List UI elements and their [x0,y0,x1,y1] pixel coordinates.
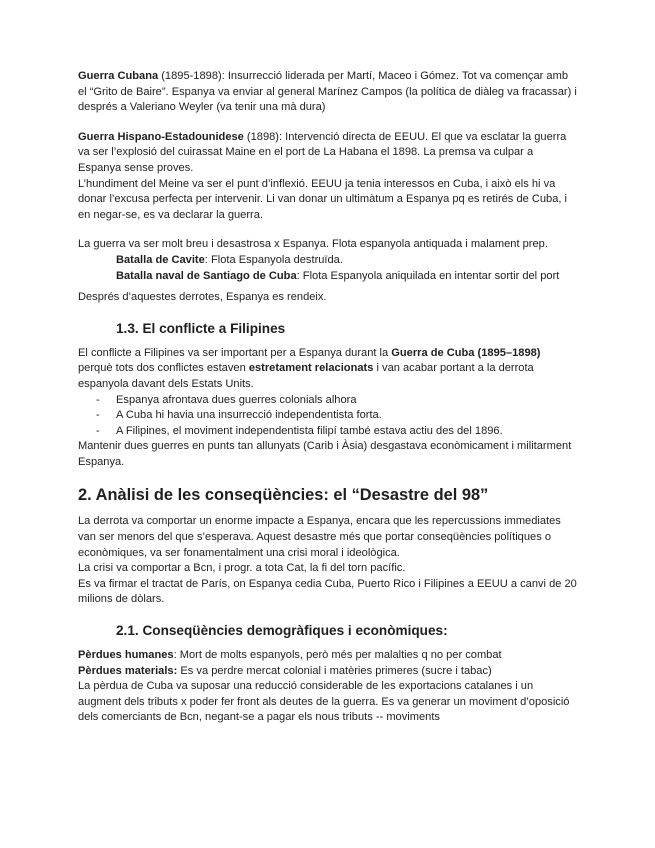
paragraph-cuba-loss: La pèrdua de Cuba va suposar una reducció considerable de les exportacions catalanes i un augment dels tributs x poder fer front als deutes de la guerra. Es va generar un moviment d’oposició dels comerciants de Bcn, negant-se a pagar els nous tributs -- moviments [78,680,570,724]
text-battle-cavite: : Flota Espanyola destruïda. [204,253,343,266]
paragraph-surrender: Després d’aquestes derrotes, Espanya es rendeix. [78,291,327,304]
paragraph-paris-treaty: Es va firmar el tractat de París, on Espanya cedia Cuba, Puerto Rico i Filipines a EEUU a canvi de 20 milions de dòlars. [78,577,577,606]
term-battle-cavite: Batalla de Cavite [116,253,205,266]
term-cuban-war: Guerra Cubana [78,70,159,82]
heading-consequences: 2. Anàlisi de les conseqüències: el “Desastre del 98” [78,486,489,505]
list-item: - Espanya afrontava dues guerres colonials alhora [78,393,578,409]
item-battle-cavite [78,253,578,269]
text-philippines-1: El conflicte a Filipines va ser important per a Espanya durant la [78,346,392,359]
heading-philippines: 1.3. El conflicte a Filipines [116,320,286,336]
philippines-list [78,393,578,440]
text-material-losses: Es va perdre mercat colonial i matèries primeres (sucre i tabac) [177,664,492,677]
item-battle-santiago [78,269,578,285]
paragraph-defeat-impact: La derrota va comportar un enorme impacte a Espanya, encara que les repercussions immediates van ser menors del que s’esperava. Aquest desastre més que portar conseqüències polítiques o econòmiques, va ser fonamentalment una crisi moral i ideològica. [78,515,561,559]
paragraph-human-losses [78,648,578,664]
text-philippines-3: i van acabar portant a la derrota espanyola davant dels Estats Units. [78,362,534,390]
paragraph-crisis-bcn: La crisi va comportar a Bcn, i progr. a tota Cat, la fi del torn pacífic. [78,562,406,575]
list-item: - A Cuba hi havia una insurrecció independentista forta. [78,408,578,424]
term-material-losses: Pèrdues materials: [78,664,178,677]
list-item: - A Filipines, el moviment independentista filipí també estava actiu des del 1896. [78,424,578,440]
paragraph-cuban-war [78,69,578,116]
text-hispano-american-war: (1898): Intervenció directa de EEUU. El que va esclatar la guerra va ser l’explosió del cuirassat Maine en el port de La Habana el 1898. La premsa va culpar a Espanya sense proves. [78,130,567,174]
term-human-losses: Pèrdues humanes [78,649,174,662]
text-human-losses: : Mort de molts espanyols, però més per malalties q no per combat [173,649,502,662]
text-battle-santiago: : Flota Espanyola aniquilada en intentar sortir del port [296,269,560,282]
paragraph-war-brief: La guerra va ser molt breu i desastrosa x Espanya. Flota espanyola antiquada i malament prep. [78,238,548,251]
term-cuban-war-dates: Guerra de Cuba (1895–1898) [391,346,541,359]
term-hispano-american-war: Guerra Hispano-Estadounidese [78,130,244,143]
document-page [78,69,578,726]
paragraph-hispano-american-war [78,130,578,177]
paragraph-maine-sinking: L’hundiment del Meine va ser el punt d’inflexió. EEUU ja tenia interessos en Cuba, i això els hi va donar l’excusa perfecta per intervenir. Li van donar un ultimàtum a Espanya pq es retirés de Cuba, i en negar-se, es va declarar la guerra. [78,177,568,221]
paragraph-material-losses [78,664,578,680]
term-battle-santiago: Batalla naval de Santiago de Cuba [116,269,297,282]
term-closely-related: estretament relacionats [248,362,374,375]
paragraph-philippines [78,346,578,393]
text-cuban-war: (1895-1898): Insurrecció liderada per Martí, Maceo i Gómez. Tot va començar amb el “Grito de Baire”. Espanya va enviar al general Marínez Campos (la política de diàleg va fracassar) i després a Valeriano Weyler (va tenir una mà dura) [78,70,577,114]
paragraph-two-wars: Mantenir dues guerres en punts tan allunyats (Carib i Àsia) desgastava econòmicament i militarment Espanya. [78,440,572,468]
text-philippines-2: perquè tots dos conflictes estaven [78,362,249,375]
heading-demographic-economic: 2.1. Conseqüències demogràfiques i econòmiques: [116,623,448,639]
